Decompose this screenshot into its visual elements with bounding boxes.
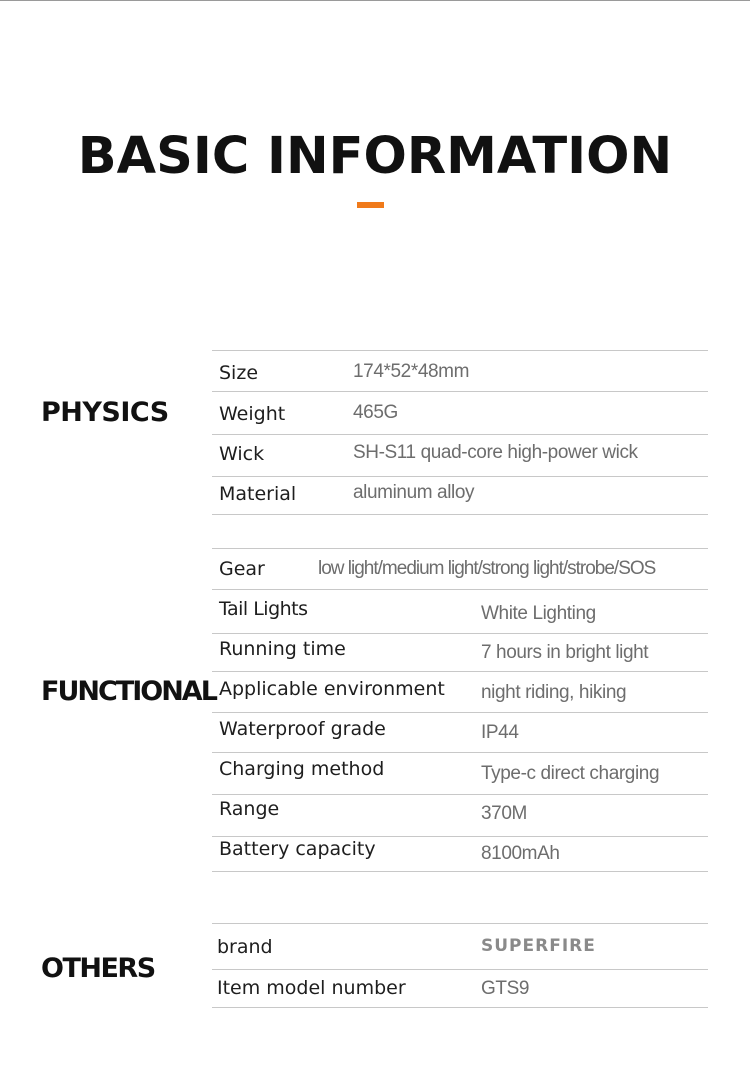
spec-row-weight — [212, 391, 708, 434]
page-title: BASIC INFORMATION — [77, 127, 673, 186]
title-accent-bar — [357, 202, 384, 208]
spec-row-item-model-number — [212, 969, 708, 1008]
spec-value: IP44 — [481, 722, 519, 743]
spec-value: 370M — [481, 803, 527, 824]
spec-value: Type-c direct charging — [481, 763, 660, 784]
spec-row-running-time — [212, 633, 708, 671]
others-spec-table — [212, 923, 708, 1008]
physics-spec-table — [212, 350, 708, 515]
spec-key: Item model number — [217, 977, 406, 999]
spec-key: Gear — [219, 558, 265, 580]
spec-value: aluminum alloy — [353, 482, 475, 503]
spec-key: Size — [219, 362, 259, 384]
functional-spec-table — [212, 548, 708, 872]
spec-value: 8100mAh — [481, 843, 560, 864]
spec-value: White Lighting — [481, 603, 596, 624]
spec-row-tail-lights — [212, 589, 708, 633]
spec-row-range — [212, 794, 708, 836]
spec-key: Tail Lights — [219, 598, 308, 620]
spec-row-wick — [212, 434, 708, 476]
spec-value: SH-S11 quad-core high-power wick — [353, 442, 638, 463]
spec-key: Weight — [219, 403, 286, 425]
spec-value: 465G — [353, 402, 398, 423]
spec-key: Material — [219, 483, 297, 505]
spec-key: Waterproof grade — [219, 718, 386, 740]
spec-key: Battery capacity — [219, 838, 376, 860]
spec-key: Applicable environment — [219, 678, 445, 700]
spec-value: low light/medium light/strong light/strobe/SOS — [318, 558, 656, 579]
spec-key: Charging method — [219, 758, 385, 780]
spec-value: night riding, hiking — [481, 682, 627, 703]
section-label-physics: PHYSICS — [41, 397, 169, 428]
spec-key: Range — [219, 798, 280, 820]
spec-row-brand — [212, 923, 708, 969]
spec-row-battery-capacity — [212, 836, 708, 872]
spec-value: GTS9 — [481, 978, 530, 999]
spec-value: 7 hours in bright light — [481, 642, 649, 663]
section-label-others: OTHERS — [41, 953, 155, 984]
brand-logo: SUPERFIRE — [481, 936, 596, 956]
spec-row-charging-method — [212, 752, 708, 794]
spec-value: 174*52*48mm — [353, 361, 470, 382]
spec-row-gear — [212, 548, 708, 589]
spec-row-material — [212, 476, 708, 515]
spec-row-applicable-environment — [212, 671, 708, 712]
spec-key: Wick — [219, 443, 265, 465]
spec-key: brand — [217, 936, 273, 958]
section-label-functional: FUNCTIONAL — [41, 676, 216, 707]
spec-key: Running time — [219, 638, 346, 660]
spec-row-waterproof-grade — [212, 712, 708, 752]
spec-row-size — [212, 350, 708, 391]
top-divider — [0, 0, 750, 1]
